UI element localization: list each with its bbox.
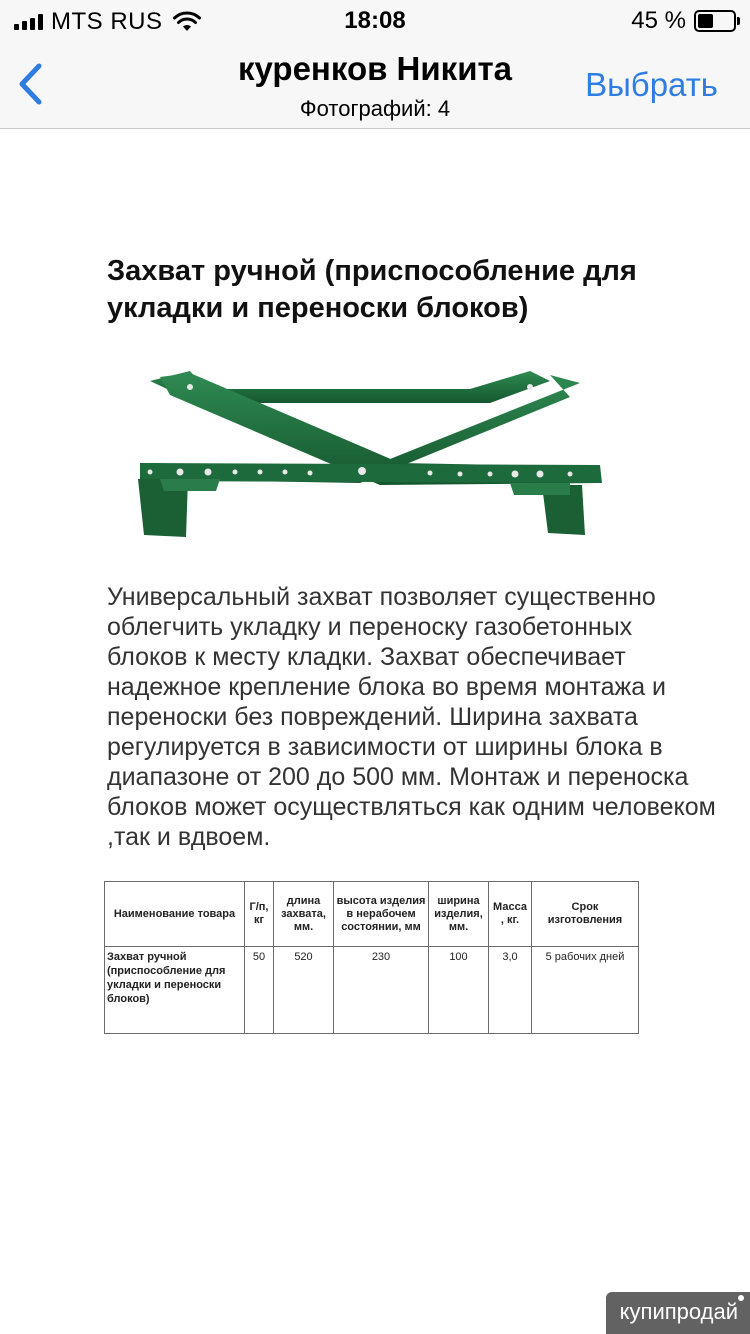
spec-table xyxy=(104,881,639,1034)
photo-view[interactable] xyxy=(0,129,750,1334)
status-right xyxy=(631,7,736,35)
table-header: Наименование товара xyxy=(105,882,245,947)
block-grip-image xyxy=(130,367,610,537)
carrier-name: MTS RUS xyxy=(51,8,163,35)
status-bar xyxy=(0,0,750,40)
select-button[interactable]: Выбрать xyxy=(585,66,718,103)
table-header: высота изделия в нерабочем состоянии, мм xyxy=(334,882,429,947)
table-cell: 230 xyxy=(334,947,429,1034)
table-cell: 100 xyxy=(429,947,489,1034)
table-header: Г/п, кг xyxy=(245,882,274,947)
photo-headline: Захват ручной (приспособление для укладки и переноски блоков) xyxy=(107,255,637,324)
table-cell: 3,0 xyxy=(489,947,532,1034)
album-title: куренков Никита xyxy=(237,50,512,87)
table-header: Срок изготовления xyxy=(532,882,639,947)
status-time: 18:08 xyxy=(344,7,406,34)
battery-percent: 45 % xyxy=(631,7,686,34)
table-cell: 50 xyxy=(245,947,274,1034)
watermark-text: купипродай xyxy=(619,1299,738,1324)
table-cell: Захват ручной (приспособление для укладки и переноски блоков) xyxy=(105,947,245,1034)
watermark-logo xyxy=(606,1292,750,1334)
table-header-row xyxy=(105,882,639,947)
table-header: Масса , кг. xyxy=(489,882,532,947)
table-header: ширина изделия, мм. xyxy=(429,882,489,947)
photo-count: Фотографий: 4 xyxy=(299,96,451,121)
product-description: Универсальный захват позволяет существенно облегчить укладку и переноску газобетонных блоков к месту кладки. Захват обеспечивает надежное крепление блока во время монтажа и переноски без повреждений. Ширина захвата регулируется в зависимости от ширины блока в диапазоне от 200 до 500 мм. Монтаж и переноска блоков может осуществляться как одним человеком ,так и вдвоем. xyxy=(107,583,716,851)
table-cell: 5 рабочих дней xyxy=(532,947,639,1034)
navigation-bar xyxy=(0,40,750,129)
table-row xyxy=(105,947,639,1034)
table-header: длина захвата, мм. xyxy=(274,882,334,947)
table-cell: 520 xyxy=(274,947,334,1034)
battery-icon xyxy=(694,10,736,32)
